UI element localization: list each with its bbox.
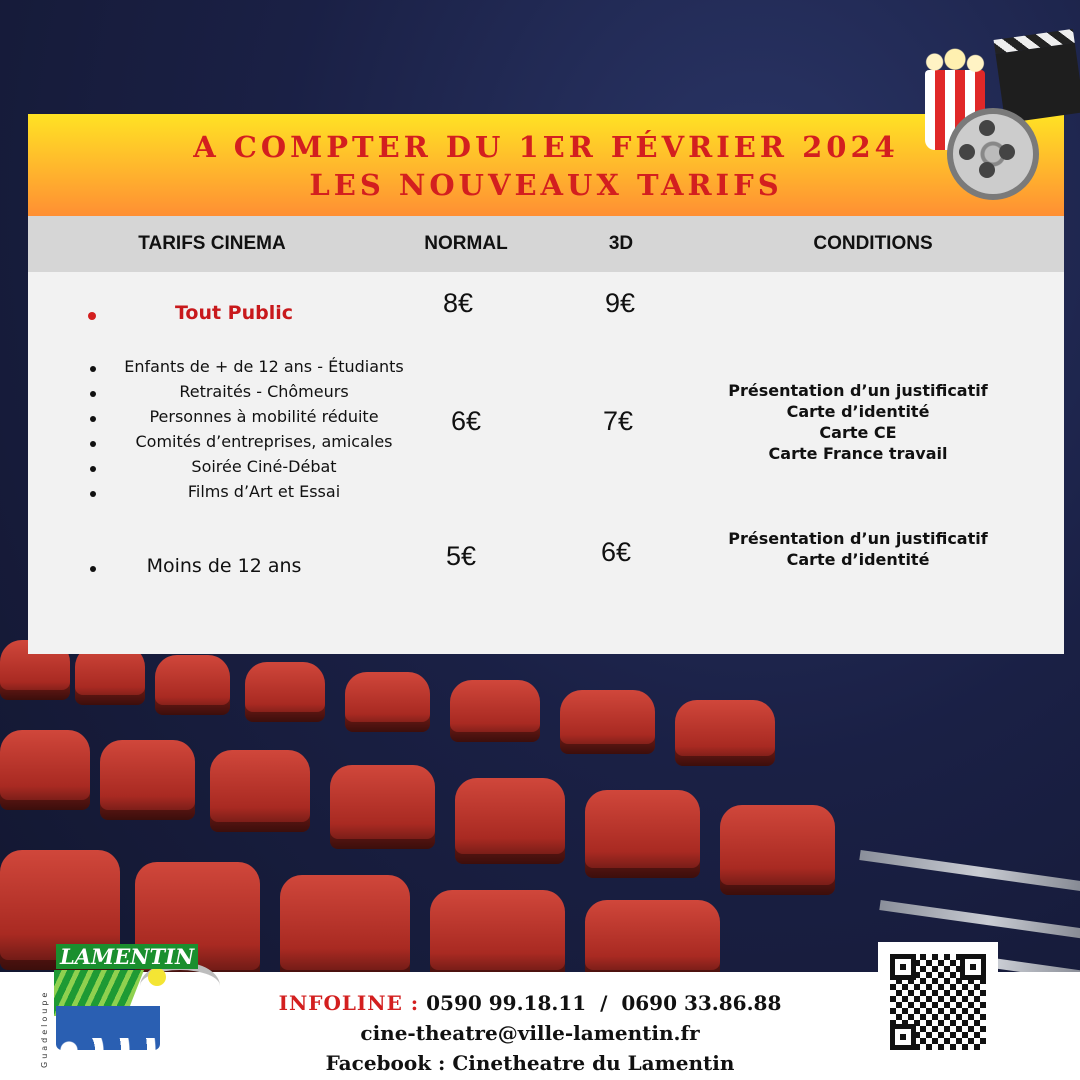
category-label: Films d’Art et Essai [187, 482, 341, 501]
price-normal: 5€ [445, 541, 477, 571]
conditions [710, 380, 1006, 464]
price-normal: 8€ [442, 288, 474, 318]
seat [245, 662, 325, 722]
phone-numbers[interactable]: 0590 99.18.11 / 0690 33.86.88 [426, 991, 782, 1015]
bullet [90, 366, 96, 372]
bullet [88, 312, 96, 320]
header-3d: 3D [608, 233, 634, 254]
logo-text: LAMENTIN [56, 944, 198, 969]
condition-line: Présentation d’un justificatif [728, 381, 988, 400]
infoline [250, 988, 810, 1018]
conditions [710, 528, 1006, 570]
bullet [90, 566, 96, 572]
price-3d: 6€ [600, 537, 632, 567]
cinema-props-illustration [905, 40, 1080, 200]
banner-title-line-1: A COMPTER DU 1ER FÉVRIER 2024 [193, 130, 899, 164]
email-link[interactable]: cine-theatre@ville-lamentin.fr [360, 1021, 700, 1045]
stair-rail [859, 850, 1080, 893]
price-3d: 9€ [604, 288, 636, 318]
condition-line: Carte d’identité [786, 550, 930, 569]
condition-line: Carte France travail [768, 444, 948, 463]
category-label: Retraités - Chômeurs [179, 382, 349, 401]
category-label: Personnes à mobilité réduite [149, 407, 379, 426]
seat [560, 690, 655, 754]
condition-line: Carte CE [819, 423, 897, 442]
infoline-label: INFOLINE : [278, 991, 420, 1015]
seat [585, 900, 720, 980]
qr-code[interactable] [878, 942, 998, 1062]
seat [280, 875, 410, 980]
header-tarifs-cinema: TARIFS CINEMA [138, 233, 286, 254]
seat [330, 765, 435, 849]
seat [720, 805, 835, 895]
seat [675, 700, 775, 766]
banner-title-line-2: LES NOUVEAUX TARIFS [309, 168, 783, 202]
price-normal: 6€ [450, 406, 482, 436]
price-table [28, 216, 1064, 654]
header-conditions: CONDITIONS [813, 233, 933, 254]
facebook-link[interactable]: Facebook : Cinetheatre du Lamentin [325, 1051, 735, 1075]
logo-vertical-text: Guadeloupe [40, 989, 49, 1068]
lamentin-logo [40, 944, 230, 1074]
seat [210, 750, 310, 832]
stair-rail [879, 900, 1080, 941]
sun-icon [148, 968, 166, 986]
category-label: Tout Public [174, 302, 294, 324]
bullet [90, 416, 96, 422]
condition-line: Présentation d’un justificatif [728, 529, 988, 548]
wave-icon [56, 1006, 160, 1050]
seat [0, 730, 90, 810]
table-header [28, 216, 1064, 272]
bullet [90, 391, 96, 397]
category-label: Comités d’entreprises, amicales [135, 432, 393, 451]
seat [455, 778, 565, 864]
category-label: Enfants de + de 12 ans - Étudiants [124, 357, 404, 376]
category-label: Moins de 12 ans [146, 555, 302, 577]
bullet [90, 441, 96, 447]
qr-finder [890, 1024, 916, 1050]
price-3d: 7€ [602, 406, 634, 436]
cinema-seats-image [0, 600, 1080, 980]
qr-finder [960, 954, 986, 980]
seat [450, 680, 540, 742]
seat [430, 890, 565, 980]
seat [155, 655, 230, 715]
contact-info [250, 988, 810, 1078]
qr-finder [890, 954, 916, 980]
seat [100, 740, 195, 820]
seat [585, 790, 700, 878]
header-normal: NORMAL [424, 233, 508, 254]
seat [75, 645, 145, 705]
condition-line: Carte d’identité [786, 402, 930, 421]
seat [345, 672, 430, 732]
bullet [90, 491, 96, 497]
film-reel-icon [947, 108, 1039, 200]
category-label: Soirée Ciné-Débat [191, 457, 337, 476]
bullet [90, 466, 96, 472]
